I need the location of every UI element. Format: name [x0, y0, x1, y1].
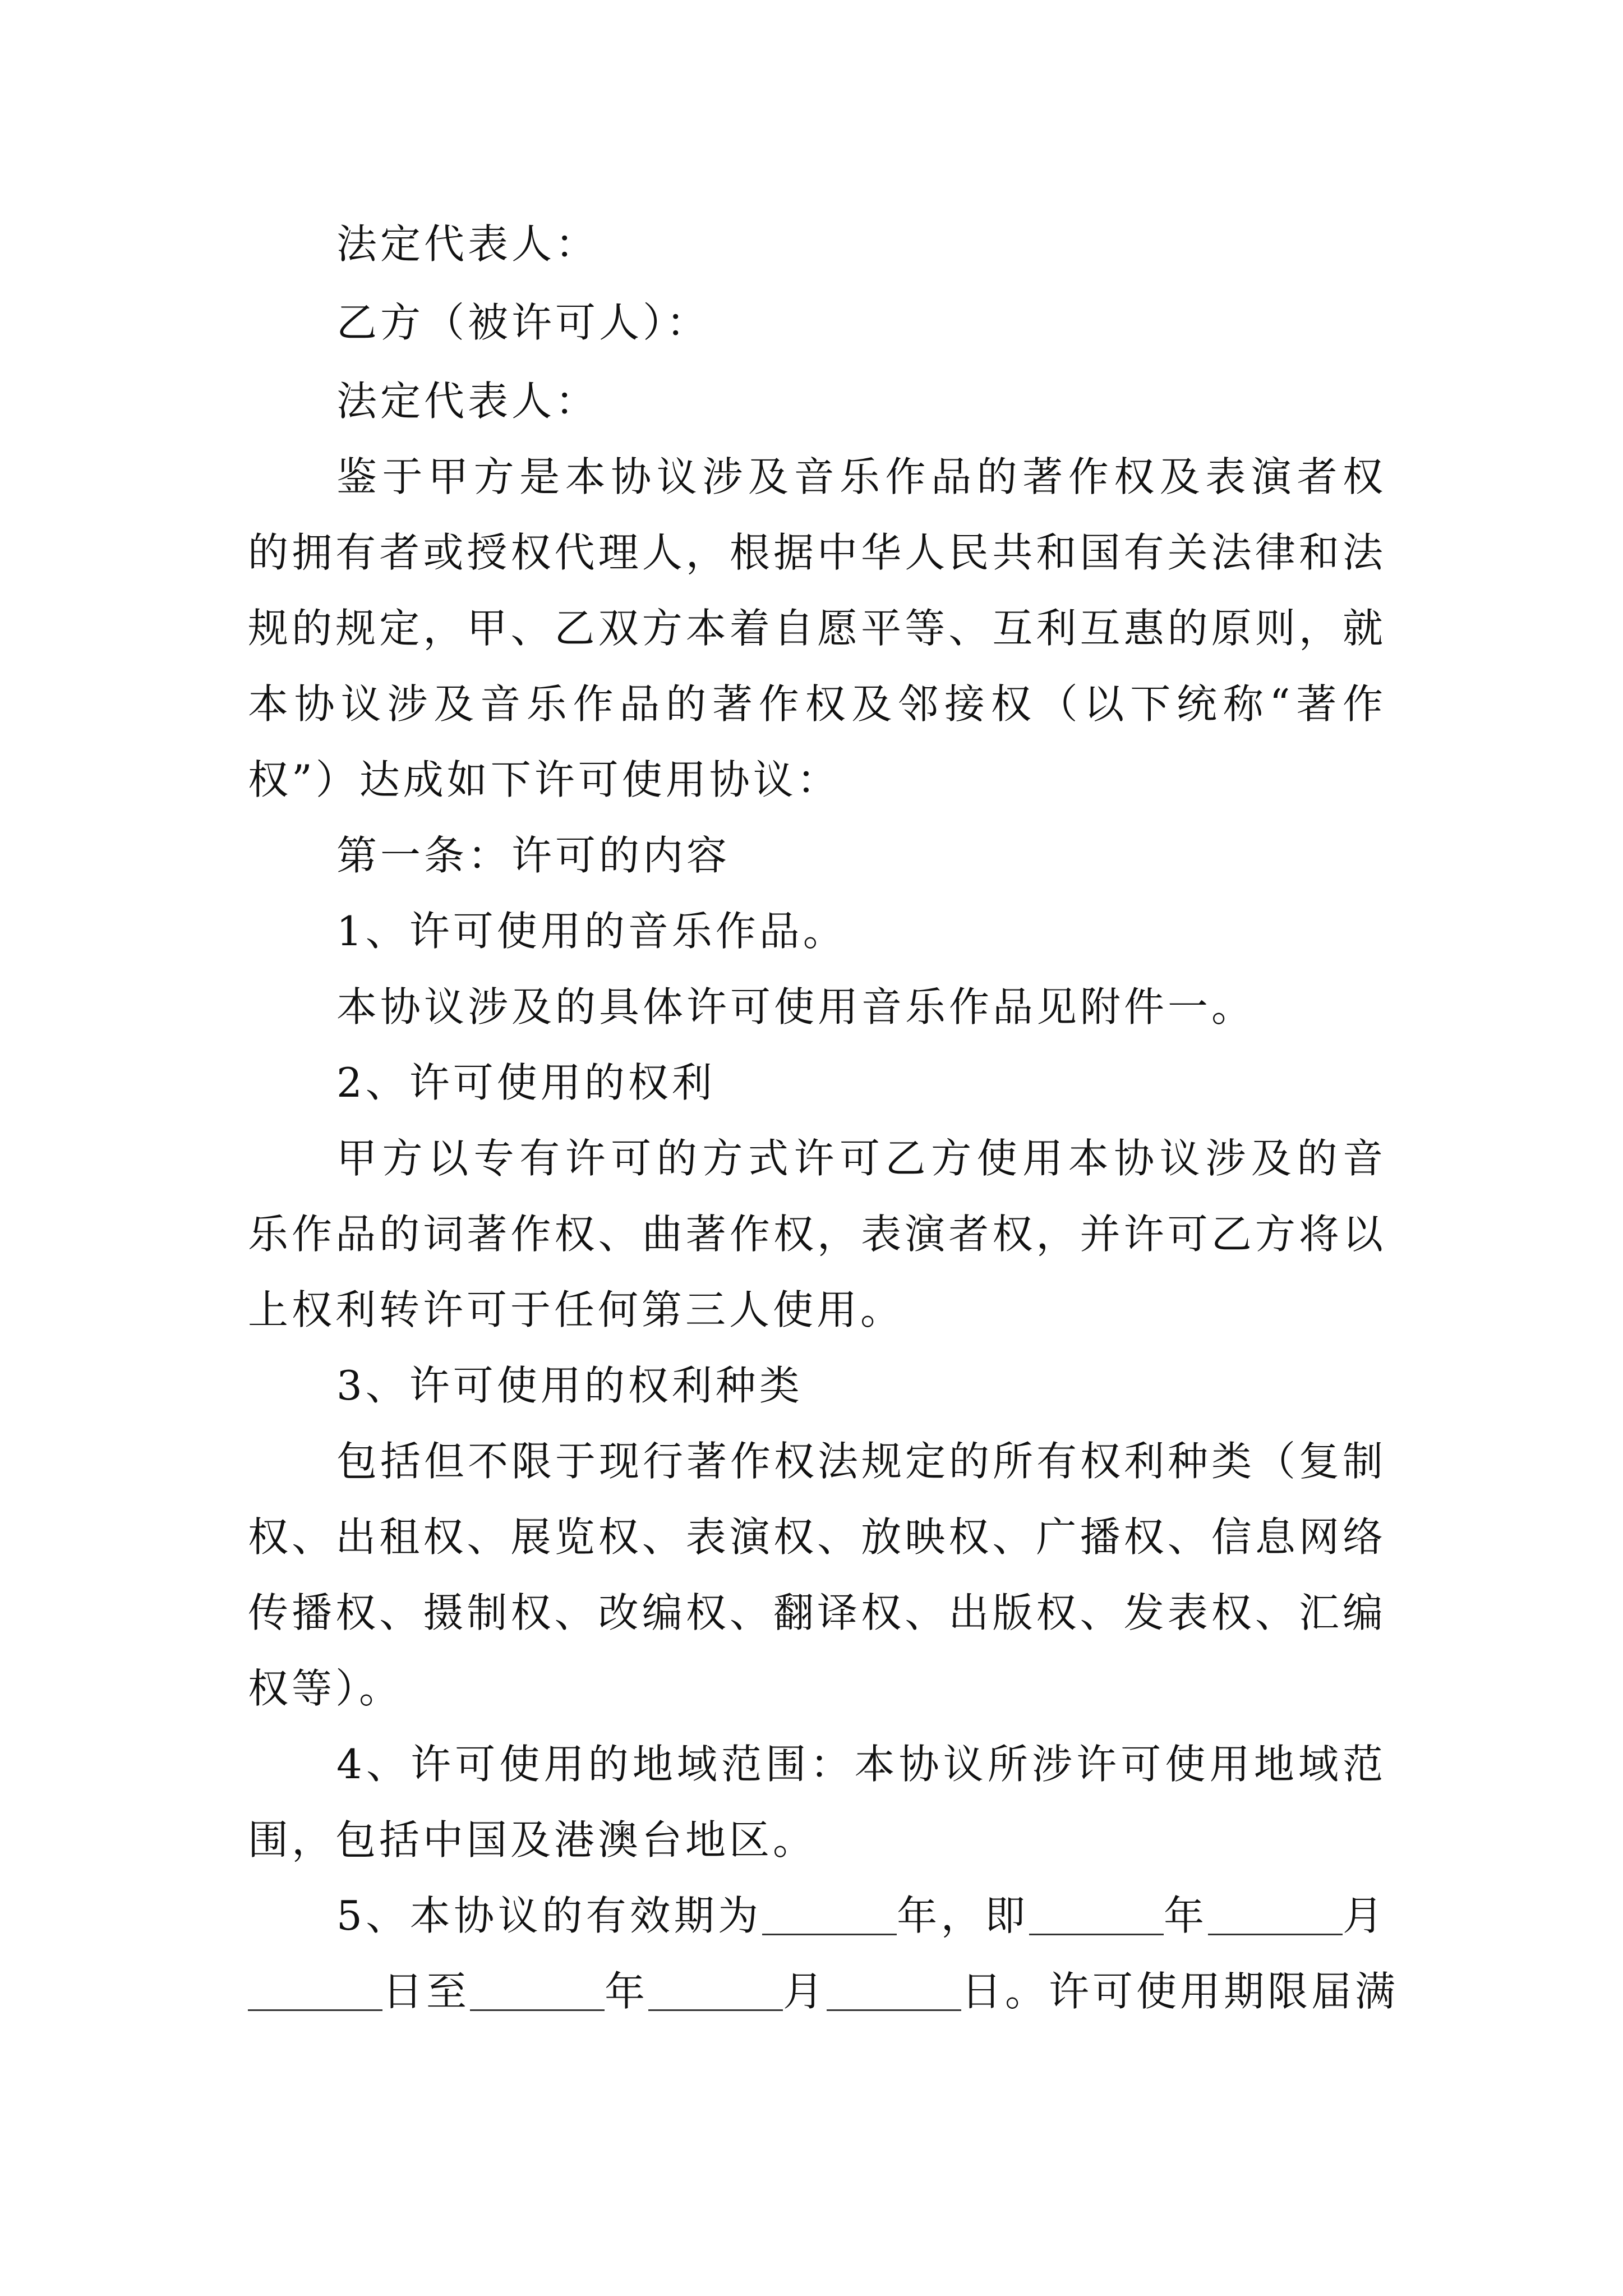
term-text: 月 — [783, 1968, 827, 2015]
text-line: 包括但不限于现行著作权法规定的所有权利种类（复制 — [336, 1438, 1387, 1485]
blank-field — [1208, 1889, 1343, 1935]
text-line: 鉴于甲方是本协议涉及音乐作品的著作权及表演者权 — [336, 453, 1386, 500]
blank-field — [1029, 1889, 1164, 1935]
text-line: 传播权、摄制权、改编权、翻译权、出版权、发表权、汇编 — [248, 1589, 1386, 1636]
text-line: 规的规定，甲、乙双方本着自愿平等、互利互惠的原则，就 — [248, 605, 1386, 652]
text-line: 本协议涉及音乐作品的著作权及邻接权（以下统称“著作 — [248, 680, 1386, 728]
text-line: 法定代表人： — [336, 378, 600, 425]
term-text: 日至 — [382, 1968, 471, 2015]
text-line: 乙方（被许可人）： — [336, 299, 711, 346]
blank-field — [827, 1964, 961, 2011]
term-text: 年 — [1163, 1892, 1208, 1939]
text-line: 甲方以专有许可的方式许可乙方使用本协议涉及的音 — [336, 1135, 1386, 1182]
blank-field — [470, 1964, 605, 2011]
term-text: 5、本协议的有效期为 — [336, 1892, 762, 1939]
blank-field — [248, 1964, 382, 2011]
text-line: 本协议涉及的具体许可使用音乐作品见附件一。 — [336, 983, 1256, 1030]
blank-field — [648, 1964, 783, 2011]
text-line: 上权利转许可于任何第三人使用。 — [248, 1286, 905, 1333]
term-text: 日。许可使用期限届满 — [961, 1968, 1399, 2015]
text-line: 法定代表人： — [336, 220, 600, 268]
text-line: 3、许可使用的权利种类 — [336, 1362, 803, 1409]
term-text: 年，即 — [896, 1892, 1029, 1939]
text-line: 乐作品的词著作权、曲著作权，表演者权，并许可乙方将以 — [248, 1211, 1386, 1258]
text-line: 权等）。 — [248, 1665, 403, 1712]
term-line — [248, 1955, 1399, 2028]
term-text: 月 — [1342, 1892, 1386, 1939]
text-line: 4、许可使用的地域范围：本协议所涉许可使用地域范 — [336, 1741, 1386, 1788]
text-line: 的拥有者或授权代理人，根据中华人民共和国有关法律和法 — [248, 529, 1386, 576]
text-line: 1、许可使用的音乐作品。 — [336, 908, 847, 955]
text-line: 2、许可使用的权利 — [336, 1059, 716, 1106]
term-text: 年 — [605, 1968, 649, 2015]
blank-field — [762, 1889, 897, 1935]
text-line: 围，包括中国及港澳台地区。 — [248, 1816, 817, 1864]
section-heading: 第一条：许可的内容 — [336, 832, 731, 879]
term-line — [336, 1879, 1386, 1952]
text-line: 权”）达成如下许可使用协议： — [248, 756, 841, 803]
text-line: 权、出租权、展览权、表演权、放映权、广播权、信息网络 — [248, 1513, 1386, 1561]
